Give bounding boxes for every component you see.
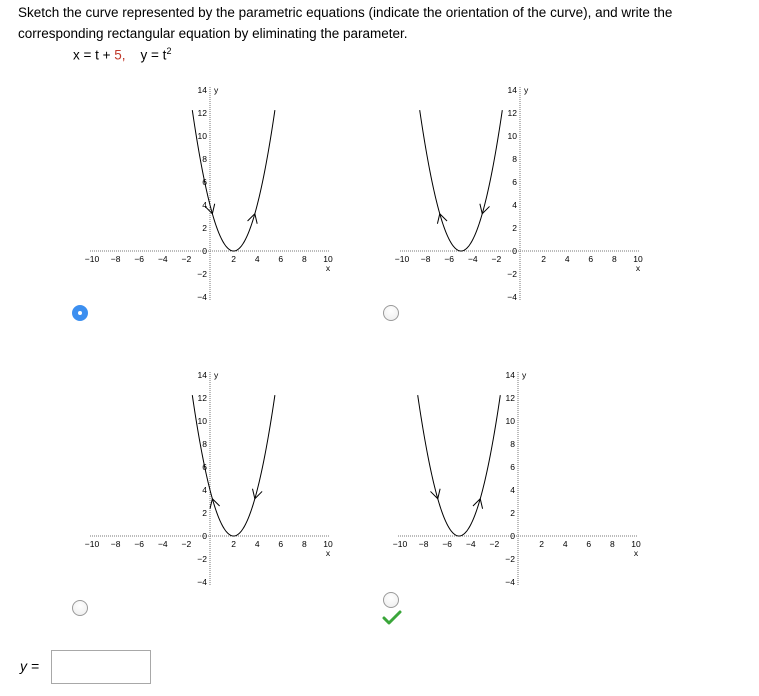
x-tick-label: 2 bbox=[231, 254, 236, 264]
y-tick-label: −4 bbox=[507, 292, 517, 302]
y-tick-label: 12 bbox=[197, 393, 207, 403]
y-tick-label: −2 bbox=[197, 269, 207, 279]
x-tick-label: −10 bbox=[84, 254, 100, 264]
x-tick-label: 8 bbox=[612, 254, 617, 264]
parabola-curve bbox=[420, 110, 503, 251]
y-tick-label: 4 bbox=[202, 200, 207, 210]
y-tick-label: 14 bbox=[197, 85, 207, 95]
x-tick-label: −6 bbox=[134, 254, 145, 264]
x-tick-label: −4 bbox=[465, 539, 476, 549]
y-tick-label: 12 bbox=[507, 108, 517, 118]
x-tick-label: 2 bbox=[541, 254, 546, 264]
x-tick-label: −10 bbox=[84, 539, 100, 549]
eq-x-constant: 5, bbox=[114, 47, 126, 63]
x-tick-label: −8 bbox=[110, 254, 121, 264]
eq-y-exponent: 2 bbox=[166, 46, 172, 56]
x-tick-label: −2 bbox=[489, 539, 500, 549]
x-tick-label: −10 bbox=[394, 254, 410, 264]
y-tick-label: −4 bbox=[197, 577, 207, 587]
y-tick-label: −2 bbox=[197, 554, 207, 564]
x-tick-label: 4 bbox=[564, 254, 570, 264]
y-tick-label: 0 bbox=[512, 246, 517, 256]
y-tick-label: 6 bbox=[202, 177, 207, 187]
answer-label: y = bbox=[20, 658, 40, 674]
y-tick-label: 14 bbox=[507, 85, 517, 95]
y-axis-label: y bbox=[524, 85, 529, 95]
radio-option-d[interactable] bbox=[383, 592, 399, 608]
y-axis-label: y bbox=[522, 370, 527, 380]
parabola-curve bbox=[418, 395, 501, 536]
x-tick-label: −2 bbox=[491, 254, 502, 264]
y-tick-label: 12 bbox=[505, 393, 515, 403]
y-axis-label: y bbox=[214, 85, 219, 95]
graph-option-c bbox=[84, 355, 355, 600]
x-tick-label: −6 bbox=[442, 539, 453, 549]
y-tick-label: 8 bbox=[202, 154, 207, 164]
y-tick-label: −2 bbox=[505, 554, 515, 564]
x-tick-label: −4 bbox=[157, 254, 168, 264]
y-tick-label: 8 bbox=[510, 439, 515, 449]
y-tick-label: −4 bbox=[197, 292, 207, 302]
y-tick-label: 0 bbox=[202, 531, 207, 541]
x-tick-label: 2 bbox=[231, 539, 236, 549]
y-tick-label: 6 bbox=[202, 462, 207, 472]
x-tick-label: 8 bbox=[302, 539, 307, 549]
y-tick-label: 4 bbox=[512, 200, 517, 210]
y-tick-label: 10 bbox=[197, 416, 207, 426]
x-tick-label: −8 bbox=[110, 539, 121, 549]
y-tick-label: 0 bbox=[202, 246, 207, 256]
y-tick-label: 14 bbox=[505, 370, 515, 380]
graph-option-a bbox=[84, 70, 355, 315]
x-tick-label: 10 bbox=[323, 539, 333, 549]
y-tick-label: −2 bbox=[507, 269, 517, 279]
x-tick-label: 2 bbox=[539, 539, 544, 549]
x-tick-label: −4 bbox=[467, 254, 478, 264]
y-tick-label: 10 bbox=[507, 131, 517, 141]
x-tick-label: 10 bbox=[631, 539, 641, 549]
x-tick-label: 4 bbox=[254, 254, 260, 264]
x-axis-label: x bbox=[633, 548, 639, 558]
x-tick-label: −8 bbox=[420, 254, 431, 264]
x-tick-label: −10 bbox=[392, 539, 408, 549]
y-tick-label: 0 bbox=[510, 531, 515, 541]
x-axis-label: x bbox=[325, 548, 331, 558]
checkmark-icon bbox=[382, 610, 402, 626]
y-axis-label: y bbox=[214, 370, 219, 380]
radio-option-b[interactable] bbox=[383, 305, 399, 321]
x-tick-label: −6 bbox=[444, 254, 455, 264]
x-tick-label: 4 bbox=[562, 539, 568, 549]
y-tick-label: 4 bbox=[202, 485, 207, 495]
y-tick-label: 8 bbox=[202, 439, 207, 449]
x-tick-label: −4 bbox=[157, 539, 168, 549]
graph-option-d bbox=[392, 355, 663, 600]
y-tick-label: 12 bbox=[197, 108, 207, 118]
x-tick-label: 8 bbox=[302, 254, 307, 264]
y-tick-label: 10 bbox=[505, 416, 515, 426]
x-tick-label: 4 bbox=[254, 539, 260, 549]
x-tick-label: −8 bbox=[418, 539, 429, 549]
eq-x: x = t + bbox=[73, 47, 115, 63]
answer-input[interactable] bbox=[51, 650, 151, 684]
y-tick-label: 4 bbox=[510, 485, 515, 495]
y-tick-label: 2 bbox=[510, 508, 515, 518]
parametric-equations bbox=[73, 46, 171, 63]
y-tick-label: 6 bbox=[512, 177, 517, 187]
question-text: Sketch the curve represented by the parametric equations (indicate the orientation of the curve), and write the corresponding rectangular equation by eliminating the parameter. bbox=[18, 5, 673, 41]
y-tick-label: −4 bbox=[505, 577, 515, 587]
x-tick-label: 6 bbox=[278, 539, 284, 549]
radio-option-c[interactable] bbox=[72, 600, 88, 616]
x-tick-label: −6 bbox=[134, 539, 145, 549]
y-tick-label: 2 bbox=[512, 223, 517, 233]
eq-y: y = t bbox=[125, 47, 167, 63]
y-tick-label: 8 bbox=[512, 154, 517, 164]
y-tick-label: 14 bbox=[197, 370, 207, 380]
x-tick-label: −2 bbox=[181, 254, 192, 264]
y-tick-label: 10 bbox=[197, 131, 207, 141]
y-tick-label: 2 bbox=[202, 508, 207, 518]
x-tick-label: 10 bbox=[633, 254, 643, 264]
x-tick-label: 6 bbox=[278, 254, 284, 264]
x-tick-label: −2 bbox=[181, 539, 192, 549]
x-tick-label: 10 bbox=[323, 254, 333, 264]
x-tick-label: 8 bbox=[610, 539, 615, 549]
y-tick-label: 2 bbox=[202, 223, 207, 233]
x-tick-label: 6 bbox=[588, 254, 594, 264]
graph-option-b bbox=[394, 70, 665, 315]
radio-option-a[interactable] bbox=[72, 305, 88, 321]
x-tick-label: 6 bbox=[586, 539, 592, 549]
x-axis-label: x bbox=[325, 263, 331, 273]
y-tick-label: 6 bbox=[510, 462, 515, 472]
x-axis-label: x bbox=[635, 263, 641, 273]
